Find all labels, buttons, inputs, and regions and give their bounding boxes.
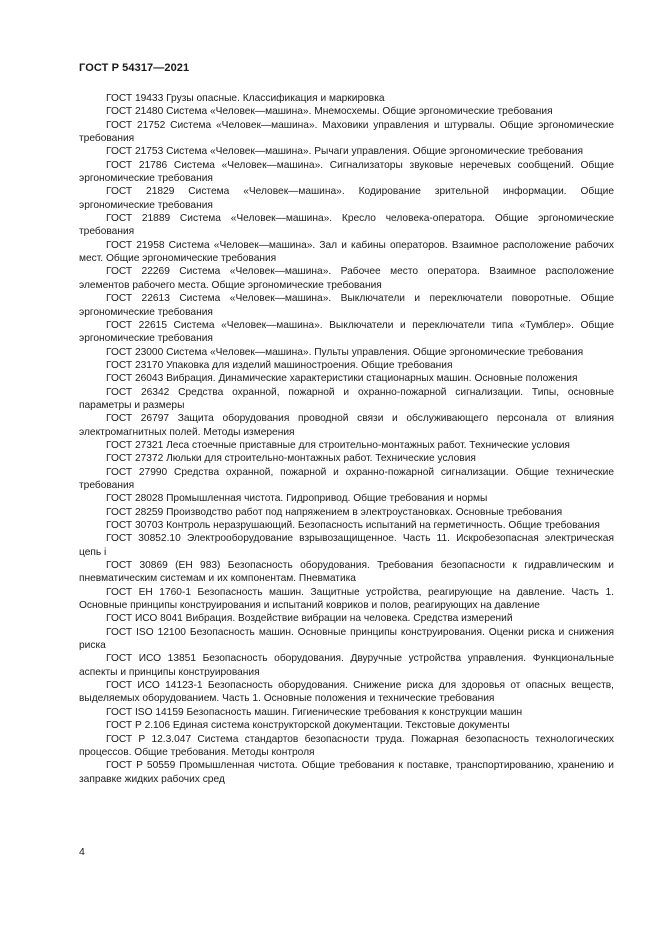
reference-entry: ГОСТ ИСО 14123-1 Безопасность оборудования. Снижение риска для здоровья от опасных веществ, выделяемых оборудованием. Часть 1. Основные положения и технические требования: [79, 680, 614, 705]
reference-entry: ГОСТ Р 2.106 Единая система конструкторской документации. Текстовые документы: [106, 720, 510, 732]
reference-entry: ГОСТ 28259 Производство работ под напряжением в электроустановках. Основные требования: [106, 506, 563, 518]
reference-entry: ГОСТ 22613 Система «Человек—машина». Выключатели и переключатели поворотные. Общие эргономические требования: [79, 293, 614, 318]
reference-entry: ГОСТ 21753 Система «Человек—машина». Рычаги управления. Общие эргономические требования: [106, 146, 584, 158]
reference-entry: ГОСТ 21958 Система «Человек—машина». Зал и кабины операторов. Взаимное расположение рабочих мест. Общие эргономические требования: [79, 239, 614, 265]
reference-entry: ГОСТ 22615 Система «Человек—машина». Выключатели и переключатели типа «Тумблер». Общие эргономические требования: [79, 319, 614, 345]
document-header: ГОСТ Р 54317—2021: [79, 62, 190, 74]
reference-entry: ГОСТ 21752 Система «Человек—машина». Маховики управления и штурвалы. Общие эргономические требования: [79, 119, 614, 145]
reference-entry: ГОСТ Р 50559 Промышленная чистота. Общие требования к поставке, транспортированию, хранению и заправке жидких рабочих сред: [79, 760, 614, 785]
reference-entry: ГОСТ 21480 Система «Человек—машина». Мнемосхемы. Общие эргономические требования: [106, 106, 553, 118]
reference-entry: ГОСТ Р 12.3.047 Система стандартов безопасности труда. Пожарная безопасность технологических процессов. Общие требования. Методы контроля: [79, 733, 614, 758]
reference-entry: ГОСТ 30869 (ЕН 983) Безопасность оборудования. Требования безопасности к гидравлическим и пневматическим системам и их компонентам. Пневматика: [79, 560, 614, 585]
reference-entry: ГОСТ 21829 Система «Человек—машина». Кодирование зрительной информации. Общие эргономические требования: [79, 186, 614, 211]
reference-entry: ГОСТ 26342 Средства охранной, пожарной и охранно-пожарной сигнализации. Типы, основные параметры и размеры: [79, 386, 614, 411]
reference-entry: ГОСТ 21786 Система «Человек—машина». Сигнализаторы звуковые неречевых сообщений. Общие эргономические требования: [79, 159, 614, 185]
reference-entry: ГОСТ 23170 Упаковка для изделий машиностроения. Общие требования: [106, 359, 453, 371]
reference-entry: ГОСТ ИСО 8041 Вибрация. Воздействие вибрации на человека. Средства измерений: [106, 613, 513, 625]
reference-entry: ГОСТ 26043 Вибрация. Динамические характеристики стационарных машин. Основные положения: [106, 373, 578, 385]
reference-entry: ГОСТ 27990 Средства охранной, пожарной и охранно-пожарной сигнализации. Общие технические требования: [79, 466, 614, 491]
reference-entry: ГОСТ 30703 Контроль неразрушающий. Безопасность испытаний на герметичность. Общие требования: [106, 520, 600, 531]
reference-entry: ГОСТ 27321 Леса стоечные приставные для строительно-монтажных работ. Технические условия: [106, 439, 570, 451]
reference-entry: ГОСТ ИСО 13851 Безопасность оборудования. Двуручные устройства управления. Функциональные аспекты и принципы конструирования: [79, 653, 614, 678]
reference-entry: ГОСТ 30852.10 Электрооборудование взрывозащищенное. Часть 11. Искробезопасная электрическая цепь i: [79, 533, 614, 558]
reference-entry: ГОСТ 21889 Система «Человек—машина». Кресло человека-оператора. Общие эргономические требования: [79, 213, 614, 238]
reference-entry: ГОСТ ISO 12100 Безопасность машин. Основные принципы конструирования. Оценки риска и снижения риска: [79, 626, 614, 652]
reference-entry: ГОСТ 28028 Промышленная чистота. Гидропривод. Общие требования и нормы: [106, 493, 488, 505]
reference-entry: ГОСТ 26797 Защита оборудования проводной связи и обслуживающего персонала от влияния электромагнитных полей. Методы измерения: [79, 413, 614, 438]
reference-entry: ГОСТ 22269 Система «Человек—машина». Рабочее место оператора. Взаимное расположение элементов рабочего места. Общие эргономические требования: [79, 266, 614, 291]
reference-entry: ГОСТ ЕН 1760-1 Безопасность машин. Защитные устройства, реагирующие на давление. Часть 1. Основные принципы конструирования и испытаний ковриков и полов, реагирующих на давление: [79, 586, 614, 612]
reference-entry: ГОСТ 19433 Грузы опасные. Классификация и маркировка: [106, 93, 385, 104]
reference-entry: ГОСТ 23000 Система «Человек—машина». Пульты управления. Общие эргономические требования: [106, 346, 584, 358]
reference-entry: ГОСТ 27372 Люльки для строительно-монтажных работ. Технические условия: [106, 453, 476, 465]
normative-references-list: [79, 92, 614, 786]
page-number: 4: [79, 846, 85, 858]
reference-entry: ГОСТ ISO 14159 Безопасность машин. Гигиенические требования к конструкции машин: [106, 706, 523, 718]
